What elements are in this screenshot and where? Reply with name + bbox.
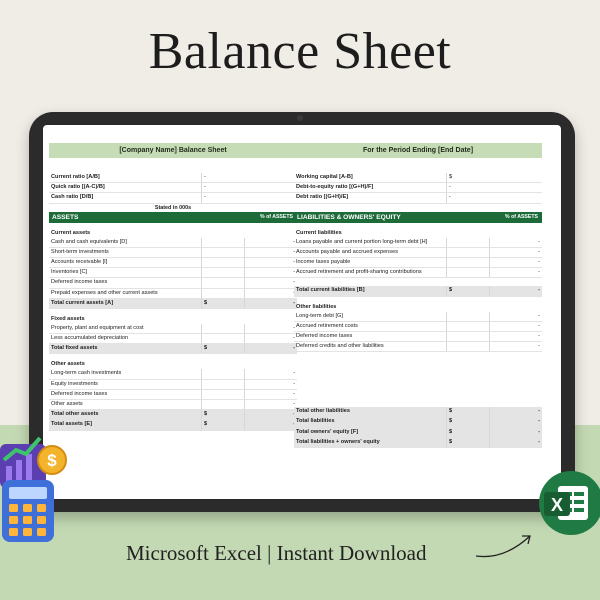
table-row[interactable]: Accrued retirement costs - bbox=[294, 322, 542, 332]
footer-tagline: Microsoft Excel | Instant Download bbox=[126, 541, 427, 565]
table-row[interactable]: Deferred income taxes - bbox=[49, 278, 297, 288]
table-row[interactable]: Equity investments - bbox=[49, 380, 297, 390]
total-row[interactable]: Total other assets $ bbox=[49, 410, 297, 420]
total-row[interactable]: Total owners' equity [F] $ - bbox=[294, 428, 542, 438]
total-row[interactable]: Total fixed assets $ - bbox=[49, 344, 297, 354]
ratio-row: Quick ratio [(A-C)/B] - bbox=[49, 183, 297, 193]
company-title[interactable]: [Company Name] Balance Sheet bbox=[49, 143, 297, 158]
total-row[interactable]: Total liabilities $ - bbox=[294, 417, 542, 427]
liabilities-header: LIABILITIES & OWNERS' EQUITY % of ASSETS bbox=[294, 212, 542, 223]
total-row[interactable]: Total other liabilities $ - bbox=[294, 407, 542, 417]
total-row[interactable]: Total current assets [A] $ - bbox=[49, 299, 297, 309]
calculator-icon bbox=[0, 430, 74, 545]
table-row[interactable]: Prepaid expenses and other current assets bbox=[49, 289, 297, 299]
table-row[interactable]: Deferred income taxes - bbox=[294, 332, 542, 342]
table-row[interactable]: Loans payable and current portion long-term debt [H] - bbox=[294, 238, 542, 248]
group-title: Current liabilities bbox=[296, 229, 342, 236]
ratio-row: Debt ratio [(G+H)/E] - bbox=[294, 193, 542, 203]
stated-note: Stated in 000s bbox=[154, 204, 192, 211]
arrow-icon bbox=[474, 530, 534, 560]
table-row[interactable]: Other assets - bbox=[49, 400, 297, 410]
asset-ratios bbox=[49, 173, 297, 204]
table-row[interactable]: Inventories [C] - bbox=[49, 268, 297, 278]
group-title: Other assets bbox=[51, 361, 85, 368]
total-assets-row[interactable]: Total assets [E] $ bbox=[49, 420, 297, 430]
table-row[interactable]: Long-term debt [G] - bbox=[294, 312, 542, 322]
group-title: Fixed assets bbox=[51, 315, 85, 322]
table-row[interactable]: Income taxes payable - bbox=[294, 258, 542, 268]
svg-text:$: $ bbox=[47, 451, 57, 470]
page-title: Balance Sheet bbox=[148, 23, 452, 80]
table-row[interactable]: Property, plant and equipment at cost - bbox=[49, 324, 297, 334]
table-row[interactable]: Deferred income taxes - bbox=[49, 390, 297, 400]
table-row[interactable]: Long-term cash investments - bbox=[49, 369, 297, 379]
ratio-row: Working capital [A-B] $ bbox=[294, 173, 542, 183]
excel-logo-icon bbox=[536, 464, 600, 542]
table-row[interactable]: Less accumulated depreciation - bbox=[49, 334, 297, 344]
liability-ratios bbox=[294, 173, 542, 204]
table-row[interactable]: Accrued retirement and profit-sharing contributions - bbox=[294, 268, 542, 278]
spreadsheet-screen bbox=[43, 125, 561, 499]
ratio-row: Current ratio [A/B] - bbox=[49, 173, 297, 183]
table-row[interactable]: Accounts payable and accrued expenses - bbox=[294, 248, 542, 258]
group-title: Other liabilities bbox=[296, 303, 337, 310]
tablet-frame bbox=[29, 112, 575, 512]
camera-dot bbox=[297, 115, 303, 121]
assets-sheet bbox=[49, 143, 297, 431]
table-row[interactable]: Deferred credits and other liabilities - bbox=[294, 342, 542, 352]
liabilities-sheet bbox=[294, 143, 542, 448]
ratio-row: Debt-to-equity ratio [(G+H)/F] - bbox=[294, 183, 542, 193]
assets-header: ASSETS % of ASSETS bbox=[49, 212, 297, 223]
table-row[interactable]: Short-term investments - bbox=[49, 248, 297, 258]
total-row[interactable]: Total current liabilities [B] $ - bbox=[294, 286, 542, 296]
total-row[interactable]: Total liabilities + owners' equity $ - bbox=[294, 438, 542, 448]
table-row[interactable]: Accounts receivable [I] - bbox=[49, 258, 297, 268]
svg-text:X: X bbox=[550, 495, 564, 515]
period-title[interactable]: For the Period Ending [End Date] bbox=[294, 143, 542, 158]
group-title: Current assets bbox=[51, 229, 91, 236]
table-row[interactable]: Cash and cash equivalents [D] - bbox=[49, 238, 297, 248]
ratio-row: Cash ratio [D/B] - bbox=[49, 193, 297, 203]
